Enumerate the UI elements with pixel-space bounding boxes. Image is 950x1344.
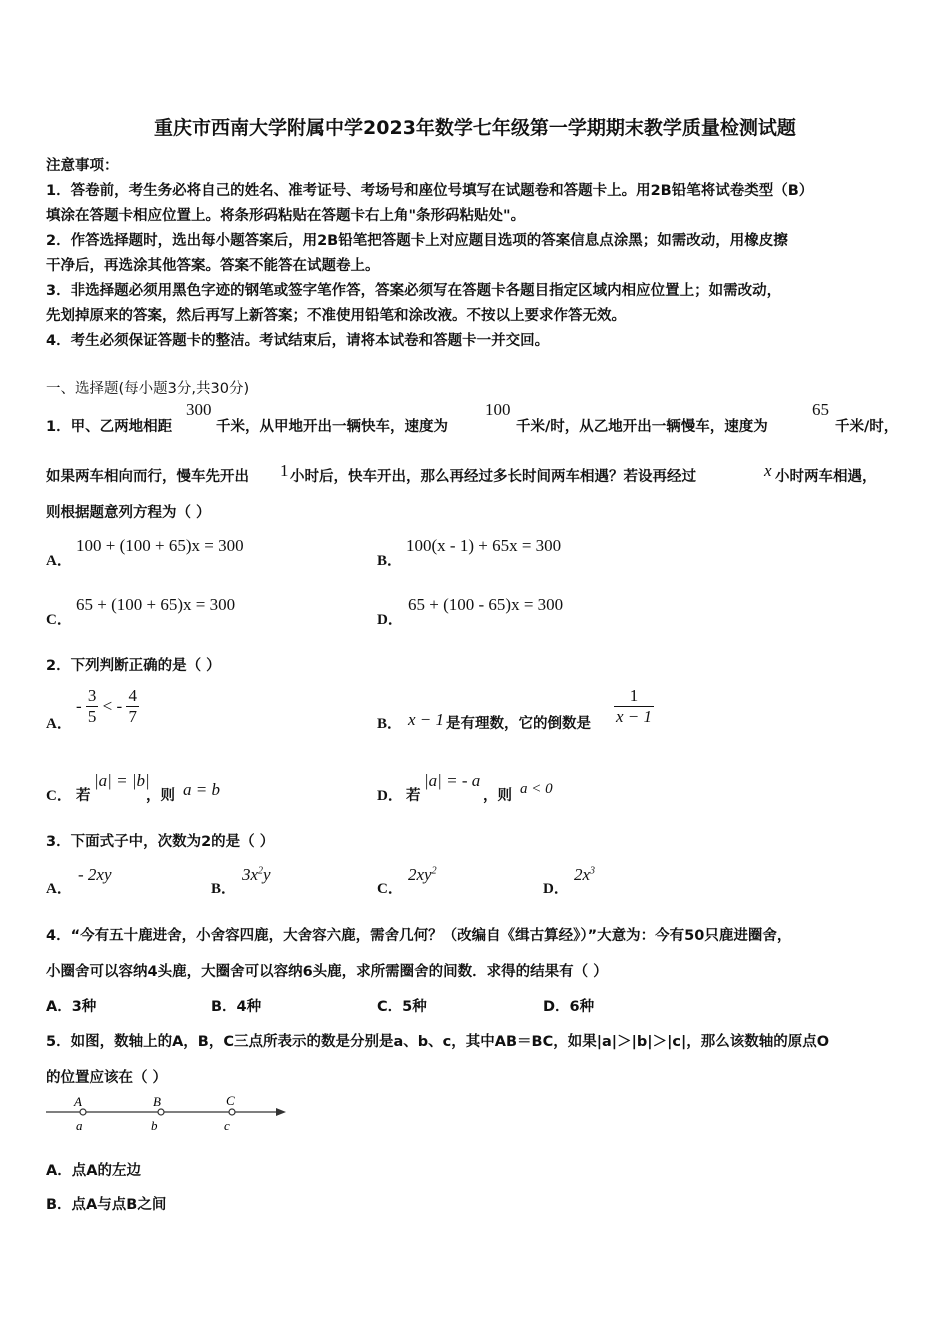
q1-stem-part: 1．甲、乙两地相距 [46, 419, 173, 435]
q2-option-b-label: B． [377, 716, 403, 732]
q1-slow-speed: 65 [812, 400, 829, 419]
notice-line: 填涂在答题卡相应位置上。将条形码粘贴在答题卡右上角"条形码粘贴处"。 [46, 208, 526, 224]
q1-stem-part: 小时后，快车开出，那么再经过多长时间两车相遇？若设再经过 [290, 469, 696, 485]
q1-stem-part: 千米/时， [835, 419, 899, 435]
q1-option-d-label: D． [377, 612, 403, 628]
fraction: $\frac{3}{5}$ [87, 686, 97, 726]
point-b-label: B [153, 1094, 161, 1109]
q3-option-b-label: B． [211, 881, 237, 897]
notice-heading: 注意事项： [46, 158, 119, 174]
q1-stem-part: 如果两车相向而行，慢车先开出 [46, 469, 249, 485]
notice-line: 4．考生必须保证答题卡的整洁。考试结束后，请将本试卷和答题卡一并交回。 [46, 333, 550, 349]
notice-line: 2．作答选择题时，选出每小题答案后，用2B铅笔把答题卡上对应题目选项的答案信息点涂黑；如需改动，用橡皮擦 [46, 233, 788, 249]
q2-option-c-then: ，则 [146, 788, 175, 804]
minus-sign: - [116, 696, 123, 716]
value-a-label: a [76, 1118, 83, 1133]
notice-line: 先划掉原来的答案，然后再写上新答案；不准使用铅笔和涂改液。不按以上要求作答无效。 [46, 308, 626, 324]
q2-option-c-expr: |a| = |b| [94, 771, 150, 790]
q3-option-c-label: C． [377, 881, 403, 897]
less-than-sign: < [102, 696, 113, 716]
point-b-marker [158, 1109, 164, 1115]
notice-line: 干净后，再选涂其他答案。答案不能答在试题卷上。 [46, 258, 380, 274]
q2-option-d-expr: |a| = - a [424, 771, 481, 790]
q3-stem: 3．下面式子中，次数为2的是（ ） [46, 834, 275, 850]
notice-line: 1．答卷前，考生务必将自己的姓名、准考证号、考场号和座位号填写在试题卷和答题卡上。用2B铅笔将试卷类型（B） [46, 183, 814, 199]
q5-stem: 的位置应该在（ ） [46, 1070, 168, 1086]
q1-option-b-label: B． [377, 553, 403, 569]
q3-option-c-expr: $2xy^2$ [408, 865, 437, 884]
q1-variable: x [764, 461, 772, 480]
q1-option-c-expr: 65 + (100 + 65)x = 300 [76, 595, 236, 614]
q4-stem: 4．“今有五十鹿进舍，小舍容四鹿，大舍容六鹿，需舍几何？（改编自《缉古算经》）”大意为：今有50只鹿进圈舍， [46, 928, 792, 944]
q5-option-b: B．点A与点B之间 [46, 1197, 167, 1213]
number-line-arrow [276, 1108, 286, 1116]
q3-option-a-expr: - 2xy [78, 865, 112, 884]
value-b-label: b [151, 1118, 158, 1133]
q2-stem: 2．下列判断正确的是（ ） [46, 658, 221, 674]
value-c-label: c [224, 1118, 230, 1133]
q2-option-c-label: C． [46, 788, 72, 804]
point-a-marker [80, 1109, 86, 1115]
point-c-marker [229, 1109, 235, 1115]
section-heading: 一、选择题(每小题3分,共30分) [46, 381, 250, 397]
q2-option-a-label: A． [46, 716, 72, 732]
q1-stem-part: 千米，从甲地开出一辆快车，速度为 [216, 419, 448, 435]
q1-option-a-label: A． [46, 553, 72, 569]
q2-option-d-label: D． [377, 788, 403, 804]
q1-stem-part: 则根据题意列方程为（ ） [46, 505, 211, 521]
q4-stem: 小圈舍可以容纳4头鹿，大圈舍可以容纳6头鹿，求所需圈舍的间数．求得的结果有（ ） [46, 964, 608, 980]
q2-option-b-fraction: $\frac{1}{x - 1}$ [616, 686, 653, 726]
q4-option-c: C．5种 [377, 999, 427, 1015]
point-a-label: A [74, 1094, 82, 1109]
q1-option-b-expr: 100(x - 1) + 65x = 300 [406, 536, 562, 555]
q2-option-c-if: 若 [76, 788, 91, 804]
notice-line: 3．非选择题必须用黑色字迹的钢笔或签字笔作答，答案必须写在答题卡各题目指定区域内相应位置上；如需改动， [46, 283, 782, 299]
q3-option-d-label: D． [543, 881, 569, 897]
point-c-label: C [226, 1093, 235, 1108]
q2-option-d-then: ，则 [483, 788, 512, 804]
page-title: 重庆市西南大学附属中学2023年数学七年级第一学期期末教学质量检测试题 [154, 117, 796, 139]
q3-option-a-label: A． [46, 881, 72, 897]
q1-hours: 1 [280, 461, 289, 480]
q2-option-a-expr [76, 686, 139, 727]
q2-option-d-result: a < 0 [520, 781, 553, 797]
q2-option-d-if: 若 [406, 788, 421, 804]
q1-fast-speed: 100 [485, 400, 511, 419]
q2-option-b-expr: x − 1 [408, 710, 445, 729]
q4-option-d: D．6种 [543, 999, 595, 1015]
fraction: $\frac{4}{7}$ [128, 686, 137, 726]
number-line-figure [40, 1090, 300, 1138]
q3-option-b-expr: $3x^2y$ [242, 865, 271, 884]
q1-option-a-expr: 100 + (100 + 65)x = 300 [76, 536, 244, 555]
q2-option-c-result: a = b [183, 780, 220, 799]
q4-option-a: A．3种 [46, 999, 97, 1015]
q5-stem: 5．如图，数轴上的A，B，C三点所表示的数是分别是a、b、c，其中AB＝BC，如果|a|＞|b|＞|c|，那么该数轴的原点O [46, 1034, 830, 1050]
q1-stem-part: 小时两车相遇， [775, 469, 877, 485]
q2-option-b-text: 是有理数，它的倒数是 [446, 716, 591, 732]
q1-option-c-label: C． [46, 612, 72, 628]
q1-stem-part: 千米/时，从乙地开出一辆慢车，速度为 [516, 419, 768, 435]
minus-sign: - [76, 696, 82, 716]
q5-option-a: A．点A的左边 [46, 1163, 141, 1179]
q1-option-d-expr: 65 + (100 - 65)x = 300 [408, 595, 564, 614]
q1-distance: 300 [186, 400, 212, 419]
q4-option-b: B．4种 [211, 999, 262, 1015]
q3-option-d-expr: $2x^3$ [574, 865, 596, 884]
